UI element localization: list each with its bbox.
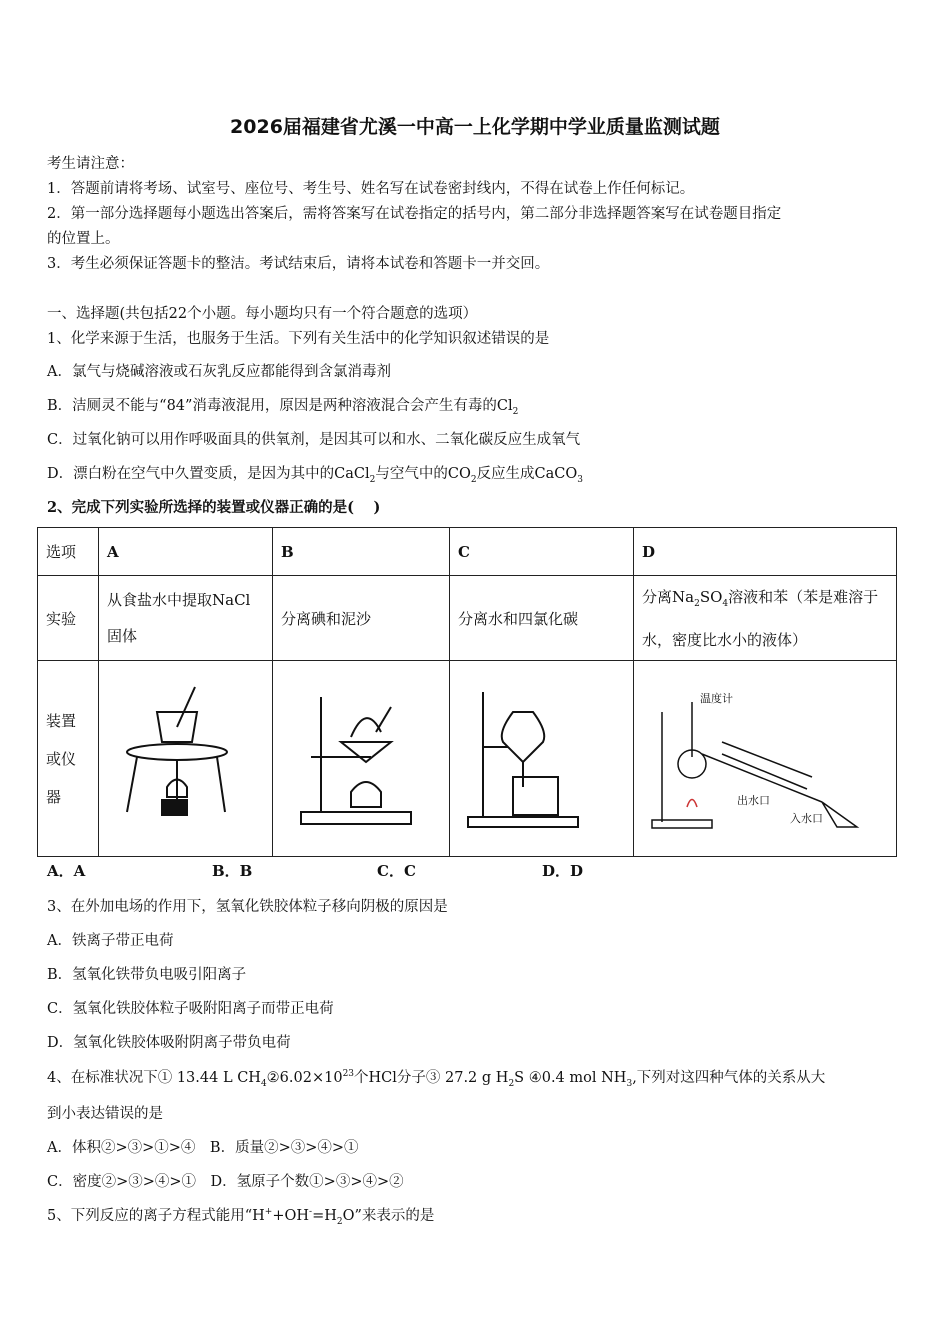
q1-stem: 1、化学来源于生活，也服务于生活。下列有关生活中的化学知识叙述错误的是 [47,331,550,347]
separatory-funnel-image [458,682,608,832]
q2-option-a: A．A [47,862,86,880]
text: B．洁厕灵不能与“84”消毒液混用，原因是两种溶液混合会产生有毒的Cl [47,398,513,414]
q1-option-d [47,462,583,485]
text: ,下列对这四种气体的关系从大 [632,1070,826,1086]
subscript: 2 [369,474,376,485]
notice-heading: 考生请注意： [47,156,134,172]
subscript: 3 [626,1078,633,1089]
text: SO [699,587,723,606]
subscript: 2 [336,1216,343,1227]
subscript: 4 [260,1078,267,1089]
exp-c: 分离水和四氯化碳 [450,576,634,661]
notice-item: 2．第一部分选择题每小题选出答案后，需将答案写在试卷指定的括号内，第二部分非选择题答案写在试卷题目指定 [47,206,782,222]
exp-a: 从食盐水中提取NaCl固体 [99,576,273,661]
q3-option-d: D．氢氧化铁胶体吸附阴离子带负电荷 [47,1035,291,1051]
exam-title: 2026届福建省尤溪一中高一上化学期中学业质量监测试题 [230,116,720,138]
exp-d [634,576,897,661]
q3-option-b: B．氢氧化铁带负电吸引阳离子 [47,967,247,983]
superscript: + [264,1207,273,1218]
water-outlet-label: 出水口 [737,793,770,807]
text: 4、在标准状况下① 13.44 L CH [47,1070,261,1086]
row-label: 装置或仪器 [38,661,99,857]
notice-item: 1．答题前请将考场、试室号、座位号、考生号、姓名写在试卷密封线内，不得在试卷上作任何标记。 [47,181,695,197]
q1-option-a: A．氯气与烧碱溶液或石灰乳反应都能得到含氯消毒剂 [47,364,391,380]
exp-b: 分离碘和泥沙 [273,576,450,661]
evaporation-apparatus-image [107,682,257,832]
q4-stem [47,1066,825,1089]
q2-table [37,527,897,857]
q3-stem: 3、在外加电场的作用下，氢氧化铁胶体粒子移向阴极的原因是 [47,899,448,915]
text: S ④0.4 mol NH [514,1070,627,1086]
text: 反应生成CaCO [476,466,578,482]
header-cell: B [273,528,450,576]
subscript: 2 [512,406,519,417]
header-cell: 选项 [38,528,99,576]
text: 5、下列反应的离子方程式能用“H [47,1208,265,1224]
header-cell: C [450,528,634,576]
text: 个HCl分子③ 27.2 g H [354,1070,509,1086]
q2-stem: 2、完成下列实验所选择的装置或仪器正确的是( ) [47,499,381,516]
section-heading: 一、选择题(共包括22个小题。每小题均只有一个符合题意的选项） [47,306,478,322]
sublimation-apparatus-image [281,682,431,832]
q1-option-b [47,394,518,417]
notice-item: 3．考生必须保证答题卡的整洁。考试结束后，请将本试卷和答题卡一并交回。 [47,256,550,272]
header-cell: D [634,528,897,576]
text: 与空气中的CO [375,466,471,482]
q2-option-c: C．C [377,862,416,880]
apparatus-b [273,661,450,857]
q1-option-c: C．过氧化钠可以用作呼吸面具的供氧剂，是因其可以和水、二氧化碳反应生成氧气 [47,432,581,448]
q5-stem [47,1204,434,1227]
distillation-apparatus-image [642,682,872,832]
subscript: 2 [508,1078,515,1089]
notice-item: 的位置上。 [47,231,120,247]
text: ②6.02×10 [266,1070,343,1086]
superscript: 23 [342,1069,355,1080]
q3-option-a: A．铁离子带正电荷 [47,933,174,949]
subscript: 3 [577,474,584,485]
q3-option-c: C．氢氧化铁胶体粒子吸附阳离子而带正电荷 [47,1001,334,1017]
apparatus-c [450,661,634,857]
text: D．漂白粉在空气中久置变质，是因为其中的CaCl [47,466,370,482]
q4-options-cd: C．密度②>③>④>① D．氢原子个数①>③>④>② [47,1174,404,1190]
row-label: 实验 [38,576,99,661]
apparatus-d [634,661,897,857]
text: =H [312,1208,337,1224]
subscript: 2 [694,598,700,609]
text: +OH [272,1208,310,1224]
thermometer-label: 温度计 [700,691,733,705]
q4-options-ab: A．体积②>③>①>④ B．质量②>③>④>① [47,1140,359,1156]
text: O”来表示的是 [342,1208,435,1224]
q2-option-b: B．B [212,862,253,880]
water-inlet-label: 入水口 [790,811,823,825]
subscript: 4 [722,598,729,609]
text: 分离Na [642,587,695,606]
header-cell: A [99,528,273,576]
apparatus-a [99,661,273,857]
superscript: - [309,1207,313,1218]
subscript: 2 [470,474,477,485]
q4-stem-cont: 到小表达错误的是 [47,1106,163,1122]
q2-option-d: D．D [542,862,584,880]
text: 溶液和苯（苯是难溶于水，密度比水小的液体） [642,587,879,649]
